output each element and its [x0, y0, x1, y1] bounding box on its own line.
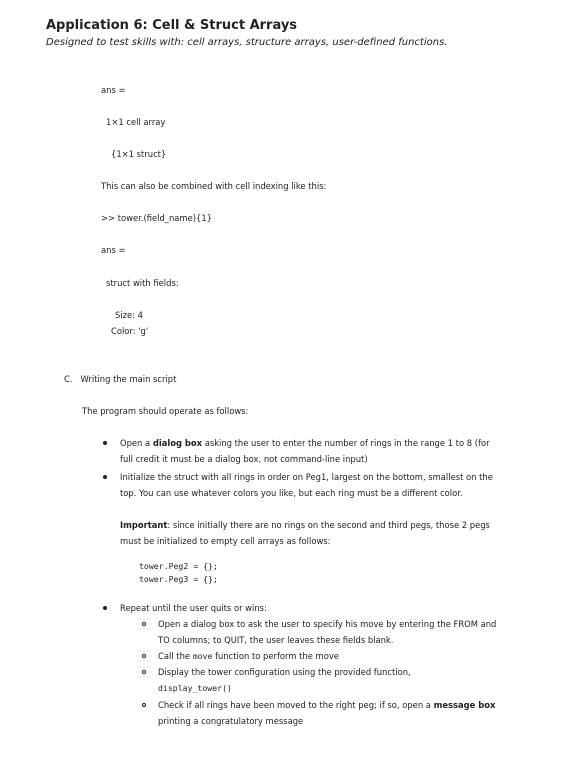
bullet-dot: [103, 475, 107, 479]
bullet2-line2: top. You can use whatever colors you like, but each ring must be a different color.: [120, 488, 463, 498]
sub-bullet-circle: [142, 654, 146, 658]
output2-size-field: Size: 4: [115, 310, 144, 320]
sub4-line2: printing a congratulatory message: [158, 716, 304, 726]
output1-size: 1×1 cell array: [106, 117, 166, 127]
sub3-code: display_tower(): [158, 683, 232, 693]
sub-bullet-circle: [142, 622, 146, 626]
output2-ans: ans =: [101, 245, 126, 255]
sub1-line2: TO columns; to QUIT, the user leaves these fields blank.: [158, 635, 394, 645]
command-line: >> tower.(field_name){1}: [101, 213, 212, 223]
page-subtitle: Designed to test skills with: cell arrays, structure arrays, user-defined functions.: [46, 37, 448, 48]
sub-bullet-circle: [142, 703, 146, 707]
bullet2-line1: Initialize the struct with all rings in order on Peg1, largest on the bottom, smallest on the: [120, 472, 493, 482]
page-title: Application 6: Cell & Struct Arrays: [46, 18, 298, 33]
combine-text: This can also be combined with cell indexing like this:: [101, 181, 327, 191]
important-bold: Important: [120, 520, 168, 530]
sub4-line1: Check if all rings have been moved to the right peg; if so, open a message box: [158, 700, 496, 710]
output1-ans: ans =: [101, 85, 126, 95]
dialog-box-bold: dialog box: [152, 438, 203, 448]
bullet1-line1: Open a dialog box asking the user to enter the number of rings in the range 1 to 8 (for: [120, 438, 490, 448]
bullet1-line2: full credit it must be a dialog box, not command-line input): [120, 454, 368, 464]
code-line-1: tower.Peg2 = {};: [139, 561, 218, 571]
output2-header: struct with fields:: [106, 278, 179, 288]
bullet3-text: Repeat until the user quits or wins:: [120, 603, 267, 613]
bullet-dot: [103, 441, 107, 445]
message-box-bold: message box: [433, 700, 496, 710]
sub-bullet-circle: [142, 670, 146, 674]
important-line1: Important: since initially there are no rings on the second and third pegs, those 2 pegs: [120, 520, 490, 530]
output1-value: {1×1 struct}: [111, 149, 167, 159]
intro-text: The program should operate as follows:: [82, 406, 249, 416]
section-c-heading: C. Writing the main script: [64, 374, 177, 384]
important-line2: must be initialized to empty cell arrays as follows:: [120, 536, 331, 546]
code-line-2: tower.Peg3 = {};: [139, 574, 218, 584]
sub1-line1: Open a dialog box to ask the user to specify his move by entering the FROM and: [158, 619, 497, 629]
bullet-dot: [103, 606, 107, 610]
move-code: move: [192, 651, 213, 661]
sub2-line: Call the move function to perform the move: [158, 651, 339, 661]
output2-color-field: Color: 'g': [111, 326, 149, 336]
sub3-line1: Display the tower configuration using the provided function,: [158, 667, 411, 677]
